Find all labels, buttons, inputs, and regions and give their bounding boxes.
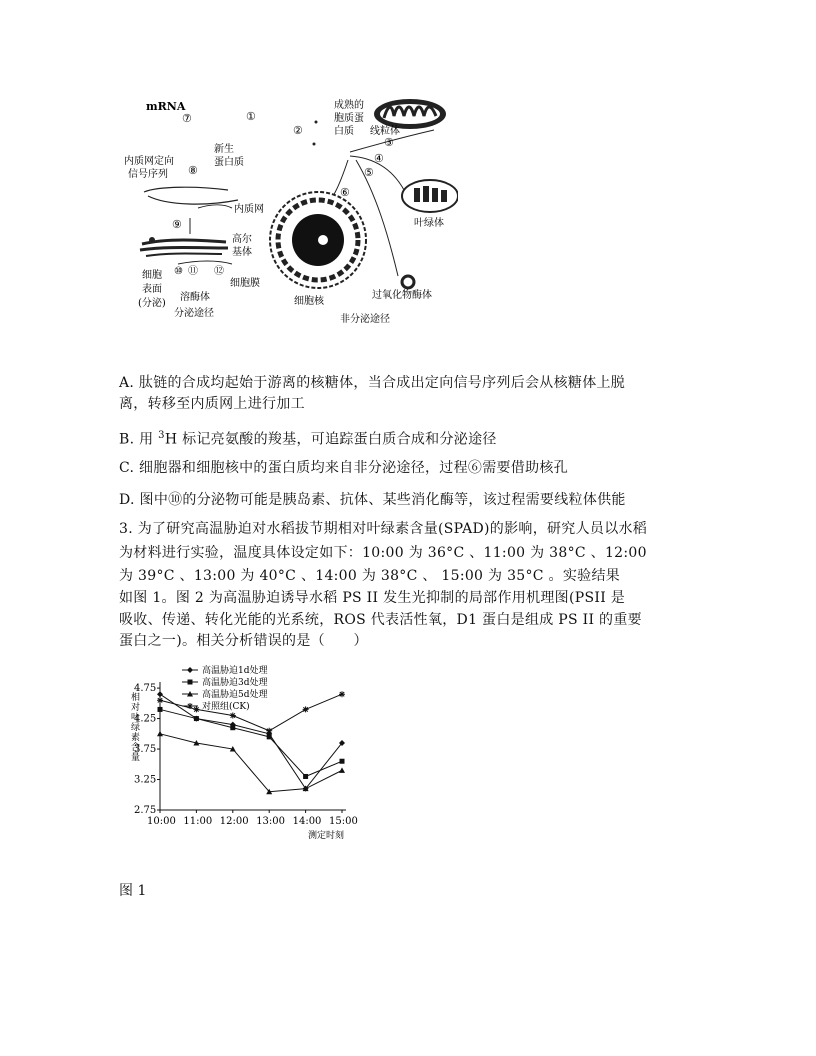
- protein-sorting-diagram: [118, 94, 458, 330]
- x-tick-label: 15:00: [329, 816, 358, 827]
- option-b-prefix: B. 用: [119, 431, 159, 448]
- mature-protein-label-3: 白质: [334, 126, 354, 137]
- data-point: [194, 716, 199, 721]
- label-n1: ①: [246, 110, 256, 123]
- er-signal-label-2: 信号序列: [128, 169, 168, 180]
- q3-line2: 为材料进行实验，温度具体设定如下：10:00 为 36°C 、11:00 为 38°C 、12:00: [119, 545, 647, 561]
- data-point: [193, 706, 199, 712]
- option-b: [119, 425, 699, 451]
- data-point: [303, 706, 309, 712]
- q3-line1: 3. 为了研究高温胁迫对水稻拔节期相对叶绿素含量(SPAD)的影响，研究人员以水稻: [119, 521, 648, 537]
- legend-label: 对照组(CK): [202, 702, 250, 712]
- surface-label-1: 细胞: [142, 270, 162, 281]
- q3-line3: 为 39°C 、13:00 为 40°C 、14:00 为 38°C 、 15:00 为 35°C 。实验结果: [119, 568, 621, 584]
- er-signal-label-1: 内质网定向: [124, 156, 174, 167]
- golgi-label-2: 基体: [232, 247, 252, 258]
- option-a-line1: A. 肽链的合成均起始于游离的核糖体，当合成出定向信号序列后会从核糖体上脱: [119, 375, 626, 391]
- data-point: [157, 691, 163, 697]
- y-tick-label: 2.75: [134, 805, 157, 816]
- option-d: D. 图中⑩的分泌物可能是胰岛素、抗体、某些消化酶等，该过程需要线粒体供能: [119, 492, 626, 508]
- label-n9: ⑨: [172, 218, 182, 231]
- mito-label: 线粒体: [370, 126, 400, 137]
- lysosome-label: 溶酶体: [180, 292, 210, 303]
- figure-label: 图 1: [119, 883, 147, 899]
- golgi-icon: [140, 237, 228, 256]
- x-tick-label: 12:00: [219, 816, 249, 827]
- mrna-label: mRNA: [146, 100, 186, 113]
- label-n12: ⑫: [214, 266, 224, 277]
- series-line: [160, 709, 342, 776]
- new-protein-label-2: 蛋白质: [214, 157, 244, 168]
- data-point: [339, 767, 345, 773]
- legend-label: 高温胁迫1d处理: [202, 666, 268, 676]
- label-n8: ⑧: [188, 164, 198, 177]
- peroxisome-icon: [402, 276, 414, 288]
- label-n7: ⑦: [182, 112, 192, 125]
- x-axis-label: 测定时刻: [308, 831, 345, 840]
- golgi-label-1: 高尔: [232, 234, 252, 245]
- label-n11: ⑪: [188, 266, 198, 277]
- y-tick-label: 4.25: [134, 713, 157, 725]
- data-point: [267, 734, 272, 739]
- x-tick-label: 10:00: [147, 816, 176, 827]
- label-n5: ⑤: [364, 166, 374, 179]
- data-point: [230, 713, 236, 719]
- data-point: [339, 691, 345, 697]
- surface-label-2: 表面: [142, 284, 162, 295]
- legend-marker: [187, 667, 193, 673]
- option-a-line2: 离，转移至内质网上进行加工: [119, 396, 305, 412]
- y-tick-label: 3.25: [134, 774, 157, 786]
- peroxisome-label: 过氧化物酶体: [372, 290, 432, 301]
- chloroplast-icon: [402, 180, 458, 212]
- legend-label: 高温胁迫3d处理: [202, 678, 268, 688]
- new-protein-label-1: 新生: [214, 144, 234, 155]
- label-n3: ③: [384, 136, 394, 149]
- data-point: [157, 731, 163, 737]
- option-b-sup: 3: [158, 430, 165, 441]
- mature-protein-label-1: 成熟的: [334, 100, 364, 111]
- chlorophyll-line-chart: [120, 664, 360, 840]
- legend-marker: [188, 680, 193, 685]
- secretory-label: 分泌途径: [174, 308, 214, 319]
- chloroplast-label: 叶绿体: [414, 218, 444, 229]
- option-b-rest: H 标记亮氨酸的羧基，可追踪蛋白质合成和分泌途径: [164, 431, 497, 448]
- q3-line4: 如图 1。图 2 为高温胁迫诱导水稻 PS II 发生光抑制的局部作用机理图(PSII 是: [119, 590, 626, 606]
- x-tick-label: 14:00: [292, 816, 322, 827]
- series-line: [160, 734, 342, 792]
- q3-line5: 吸收、传递、转化光能的光系统，ROS 代表活性氧，D1 蛋白是组成 PS II 的重要: [119, 612, 642, 628]
- q3-line6: 蛋白之一)。相关分析错误的是（ ）: [119, 633, 368, 649]
- label-n2: ②: [293, 124, 303, 137]
- option-c: C. 细胞器和细胞核中的蛋白质均来自非分泌途径，过程⑥需要借助核孔: [119, 460, 569, 476]
- mature-protein-label-2: 胞质蛋: [334, 113, 364, 124]
- mitochondrion-icon: [374, 99, 446, 129]
- x-tick-label: 11:00: [183, 816, 213, 827]
- y-axis-label: 相对叶绿素含量: [129, 692, 139, 762]
- surface-label-3: (分泌): [138, 298, 166, 309]
- series-line: [160, 694, 342, 788]
- data-point: [340, 759, 345, 764]
- membrane-label: 细胞膜: [230, 278, 260, 289]
- data-point: [230, 725, 235, 730]
- data-point: [158, 707, 163, 712]
- nonsecretory-label: 非分泌途径: [340, 314, 390, 325]
- y-tick-label: 4.75: [134, 683, 157, 695]
- data-point: [266, 728, 272, 734]
- nucleus-label: 细胞核: [294, 296, 324, 307]
- er-label: 内质网: [234, 204, 264, 215]
- x-tick-label: 13:00: [256, 816, 286, 827]
- label-n10: ⑩: [174, 266, 183, 277]
- label-n6: ⑥: [340, 186, 350, 199]
- data-point: [303, 774, 308, 779]
- legend-label: 高温胁迫5d处理: [202, 690, 268, 700]
- nucleus-icon: [270, 192, 366, 288]
- label-n4: ④: [374, 152, 384, 165]
- data-point: [157, 697, 163, 703]
- y-tick-label: 3.75: [134, 744, 157, 756]
